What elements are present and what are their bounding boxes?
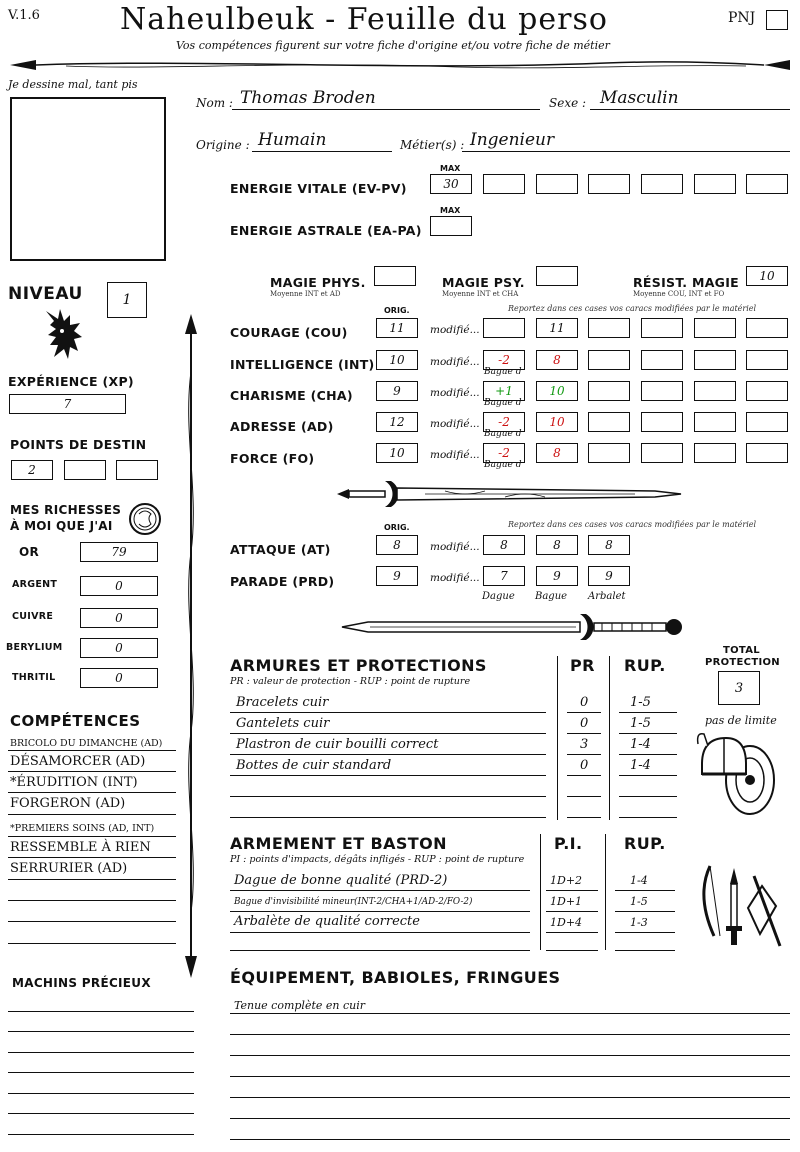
- stat-mod-note-cha: Bague d: [484, 398, 522, 408]
- stat-mod-cou[interactable]: [483, 318, 525, 338]
- magie-phys-label: MAGIE PHYS.: [270, 275, 366, 290]
- destin-value-2[interactable]: [64, 460, 106, 480]
- machins-line: [8, 1113, 194, 1114]
- competence-line: [8, 921, 176, 922]
- competence-item[interactable]: DÉSAMORCER (AD): [10, 754, 146, 769]
- armure-line: [230, 754, 546, 755]
- arme-pi[interactable]: 1D+4: [550, 916, 583, 929]
- armure-line: [619, 712, 677, 713]
- stat-extra-cou[interactable]: [641, 318, 683, 338]
- equipement-line: [230, 1055, 790, 1056]
- armure-line: [567, 775, 601, 776]
- portrait-box[interactable]: [10, 97, 166, 261]
- parade-value-1[interactable]: 7: [483, 566, 525, 586]
- armure-line: [619, 796, 677, 797]
- total-protection-label-1: TOTAL: [723, 645, 760, 656]
- stat-extra-int[interactable]: [746, 350, 788, 370]
- armure-name[interactable]: Gantelets cuir: [236, 716, 330, 731]
- competence-item[interactable]: SERRURIER (AD): [10, 861, 128, 876]
- ev-max-label: MAX: [440, 164, 461, 173]
- stat-extra-cou[interactable]: [694, 318, 736, 338]
- arme-pi[interactable]: 1D+2: [550, 874, 583, 887]
- coin-icon: [128, 502, 162, 536]
- stat-label-fo: FORCE (FO): [230, 451, 315, 466]
- page-title: Naheulbeuk - Feuille du perso: [120, 2, 608, 37]
- attaque-value-1[interactable]: 8: [483, 535, 525, 555]
- destin-label: POINTS DE DESTIN: [10, 437, 147, 452]
- stat-value-int[interactable]: 8: [536, 350, 578, 370]
- equipement-title: ÉQUIPEMENT, BABIOLES, FRINGUES: [230, 968, 561, 987]
- armement-subtitle: PI : points d'impacts, dégâts infligés - RUP : point de rupture: [230, 854, 525, 865]
- armement-col-pi: P.I.: [554, 834, 583, 853]
- stat-orig-int[interactable]: 10: [376, 350, 418, 370]
- machins-line: [8, 1031, 194, 1032]
- magie-psy-note: Moyenne INT et CHA: [442, 290, 519, 298]
- stat-extra-fo[interactable]: [694, 443, 736, 463]
- parade-value-3[interactable]: 9: [588, 566, 630, 586]
- stat-extra-ad[interactable]: [641, 412, 683, 432]
- sword-icon: [335, 477, 685, 511]
- or-label: OR: [19, 545, 40, 559]
- arme-line: [615, 911, 675, 912]
- combat-col-label: Dague: [482, 591, 515, 602]
- berylium-label: BERYLIUM: [6, 642, 63, 653]
- resist-magie-note: Moyenne COU, INT et FO: [633, 290, 725, 298]
- competence-line: [8, 943, 176, 944]
- armure-line: [619, 733, 677, 734]
- armure-line: [230, 796, 546, 797]
- armure-rup[interactable]: 1-4: [630, 737, 651, 752]
- stat-orig-fo[interactable]: 10: [376, 443, 418, 463]
- nom-label: Nom :: [196, 96, 233, 110]
- armement-title: ARMEMENT ET BASTON: [230, 834, 447, 853]
- equipement-line: [230, 1139, 790, 1140]
- magie-phys-note: Moyenne INT et AD: [270, 290, 341, 298]
- arme-line: [230, 950, 530, 951]
- equipement-item[interactable]: Tenue complète en cuir: [234, 999, 365, 1012]
- combat-orig-label: ORIG.: [384, 523, 410, 532]
- stats-orig-label: ORIG.: [384, 306, 410, 315]
- stat-mod-ad[interactable]: -2: [483, 412, 525, 432]
- stat-mod-note-int: Bague d: [484, 367, 522, 377]
- stat-extra-ad[interactable]: [694, 412, 736, 432]
- armement-col-rup: RUP.: [624, 834, 666, 853]
- armure-line: [567, 817, 601, 818]
- competence-item[interactable]: *ÉRUDITION (INT): [10, 775, 138, 790]
- attaque-label: ATTAQUE (AT): [230, 542, 331, 557]
- vertical-spear: [180, 312, 202, 980]
- magie-psy-value[interactable]: [536, 266, 578, 286]
- destin-value-1[interactable]: 2: [11, 460, 53, 480]
- arme-line: [615, 890, 675, 891]
- ea-max-label: MAX: [440, 206, 461, 215]
- origine-value[interactable]: Humain: [258, 130, 327, 150]
- armure-line: [619, 754, 677, 755]
- niveau-value[interactable]: 1: [107, 282, 147, 318]
- stat-value-cha[interactable]: 10: [536, 381, 578, 401]
- parade-orig[interactable]: 9: [376, 566, 418, 586]
- combat-col-label: Arbalet: [588, 591, 626, 602]
- armure-name[interactable]: Bottes de cuir standard: [236, 758, 392, 773]
- combat-col-label: Bague: [535, 591, 568, 602]
- metier-label: Métier(s) :: [400, 138, 465, 152]
- sexe-label: Sexe :: [549, 96, 587, 110]
- stat-mod-note-ad: Bague d: [484, 429, 522, 439]
- arme-line: [230, 890, 530, 891]
- armure-line: [619, 775, 677, 776]
- ev-current-4[interactable]: [641, 174, 683, 194]
- stat-mod-note-fo: Bague d: [484, 460, 522, 470]
- armures-separator: [557, 656, 558, 820]
- competence-line: [8, 750, 176, 751]
- stat-mod-cha[interactable]: +1: [483, 381, 525, 401]
- armure-line: [567, 733, 601, 734]
- resist-magie-value[interactable]: 10: [746, 266, 788, 286]
- attaque-orig[interactable]: 8: [376, 535, 418, 555]
- arme-line: [546, 950, 598, 951]
- stat-mod-int[interactable]: -2: [483, 350, 525, 370]
- thritil-label: THRITIL: [12, 672, 56, 683]
- equipement-line: [230, 1013, 790, 1014]
- nom-value[interactable]: Thomas Broden: [240, 88, 376, 108]
- stat-extra-ad[interactable]: [746, 412, 788, 432]
- stats-note: Reportez dans ces cases vos caracs modifiées par le matériel: [508, 304, 757, 313]
- equipement-line: [230, 1118, 790, 1119]
- armure-line: [567, 712, 601, 713]
- arme-line: [615, 932, 675, 933]
- stat-extra-fo[interactable]: [588, 443, 630, 463]
- armure-line: [230, 775, 546, 776]
- armure-pr[interactable]: 0: [580, 716, 589, 731]
- attaque-modifie: modifié...: [430, 541, 480, 553]
- competence-item[interactable]: *PREMIERS SOINS (AD, INT): [10, 823, 155, 834]
- machins-line: [8, 1052, 194, 1053]
- armure-rup[interactable]: 1-4: [630, 758, 651, 773]
- arme-name[interactable]: Arbalète de qualité correcte: [234, 914, 420, 929]
- richesses-label-2: À MOI QUE J'AI: [10, 519, 113, 533]
- cuivre-value[interactable]: 0: [80, 608, 158, 628]
- stat-modifie-cha: modifié...: [430, 387, 480, 399]
- argent-value[interactable]: 0: [80, 576, 158, 596]
- arme-rup[interactable]: 1-3: [630, 916, 648, 929]
- total-protection-label-2: PROTECTION: [705, 657, 780, 668]
- stat-extra-cha[interactable]: [641, 381, 683, 401]
- ev-current-5[interactable]: [694, 174, 736, 194]
- competence-line: [8, 879, 176, 880]
- parade-label: PARADE (PRD): [230, 574, 335, 589]
- equipement-line: [230, 1034, 790, 1035]
- ev-current-1[interactable]: [483, 174, 525, 194]
- armure-pr[interactable]: 0: [580, 758, 589, 773]
- ev-label: ENERGIE VITALE (EV-PV): [230, 181, 407, 196]
- stat-extra-cha[interactable]: [694, 381, 736, 401]
- stat-value-fo[interactable]: 8: [536, 443, 578, 463]
- arme-name[interactable]: Bague d'invisibilité mineur(INT-2/CHA+1/AD-2/FO-2): [234, 897, 473, 907]
- machins-line: [8, 1011, 194, 1012]
- arme-rup[interactable]: 1-5: [630, 895, 648, 908]
- armure-name[interactable]: Bracelets cuir: [236, 695, 329, 710]
- parade-modifie: modifié...: [430, 572, 480, 584]
- stat-orig-cou[interactable]: 11: [376, 318, 418, 338]
- resist-magie-label: RÉSIST. MAGIE: [633, 275, 740, 290]
- armure-rup[interactable]: 1-5: [630, 695, 651, 710]
- ev-current-3[interactable]: [588, 174, 630, 194]
- sword-icon: [340, 610, 685, 644]
- armure-line: [230, 733, 546, 734]
- stat-extra-fo[interactable]: [641, 443, 683, 463]
- armement-separator: [605, 834, 606, 950]
- arme-rup[interactable]: 1-4: [630, 874, 648, 887]
- competence-line: [8, 771, 176, 772]
- stat-extra-fo[interactable]: [746, 443, 788, 463]
- version-label: V.1.6: [8, 8, 40, 23]
- stat-modifie-cou: modifié...: [430, 324, 480, 336]
- attaque-value-3[interactable]: 8: [588, 535, 630, 555]
- armure-line: [567, 796, 601, 797]
- arme-line: [230, 911, 530, 912]
- destin-value-3[interactable]: [116, 460, 158, 480]
- equipement-line: [230, 1076, 790, 1077]
- niveau-label: NIVEAU: [8, 284, 83, 304]
- richesses-label-1: MES RICHESSES: [10, 503, 122, 517]
- arme-line: [546, 911, 598, 912]
- stat-orig-cha[interactable]: 9: [376, 381, 418, 401]
- arme-line: [546, 932, 598, 933]
- stat-label-ad: ADRESSE (AD): [230, 419, 334, 434]
- stat-modifie-fo: modifié...: [430, 449, 480, 461]
- stat-label-int: INTELLIGENCE (INT): [230, 357, 375, 372]
- armures-title: ARMURES ET PROTECTIONS: [230, 656, 487, 675]
- armure-line: [230, 712, 546, 713]
- ev-current-6[interactable]: [746, 174, 788, 194]
- stat-extra-cha[interactable]: [588, 381, 630, 401]
- combat-note: Reportez dans ces cases vos caracs modifiées par le matériel: [508, 520, 757, 529]
- armure-line: [567, 754, 601, 755]
- ea-label: ENERGIE ASTRALE (EA-PA): [230, 223, 422, 238]
- portrait-caption: Je dessine mal, tant pis: [8, 78, 138, 91]
- argent-label: ARGENT: [12, 579, 58, 590]
- arme-line: [546, 890, 598, 891]
- competences-title: COMPÉTENCES: [10, 712, 141, 730]
- spear-divider: [6, 52, 794, 78]
- pnj-label: PNJ: [728, 10, 756, 26]
- stat-modifie-ad: modifié...: [430, 418, 480, 430]
- competence-line: [8, 836, 176, 837]
- stat-value-ad[interactable]: 10: [536, 412, 578, 432]
- stat-extra-ad[interactable]: [588, 412, 630, 432]
- machins-line: [8, 1072, 194, 1073]
- stat-extra-cha[interactable]: [746, 381, 788, 401]
- parade-value-2[interactable]: 9: [536, 566, 578, 586]
- stat-extra-int[interactable]: [694, 350, 736, 370]
- stat-modifie-int: modifié...: [430, 356, 480, 368]
- competence-line: [8, 814, 176, 815]
- machins-line: [8, 1134, 194, 1135]
- machins-title: MACHINS PRÉCIEUX: [12, 976, 151, 990]
- cuivre-label: CUIVRE: [12, 611, 54, 622]
- berylium-value[interactable]: 0: [80, 638, 158, 658]
- stat-extra-int[interactable]: [588, 350, 630, 370]
- competence-line: [8, 857, 176, 858]
- armure-line: [230, 817, 546, 818]
- attaque-value-2[interactable]: 8: [536, 535, 578, 555]
- arme-line: [230, 932, 530, 933]
- xp-label: EXPÉRIENCE (XP): [8, 374, 134, 389]
- ev-max-value[interactable]: 30: [430, 174, 472, 194]
- thritil-value[interactable]: 0: [80, 668, 158, 688]
- armures-separator: [609, 656, 610, 820]
- armure-rup[interactable]: 1-5: [630, 716, 651, 731]
- dragon-icon: [36, 305, 84, 365]
- page-subtitle: Vos compétences figurent sur votre fiche d'origine et/ou votre fiche de métier: [176, 39, 610, 52]
- stat-orig-ad[interactable]: 12: [376, 412, 418, 432]
- stat-extra-int[interactable]: [641, 350, 683, 370]
- machins-line: [8, 1093, 194, 1094]
- arme-pi[interactable]: 1D+1: [550, 895, 583, 908]
- weapons-icon: [690, 856, 790, 950]
- pnj-checkbox[interactable]: [766, 10, 788, 30]
- armement-separator: [540, 834, 541, 950]
- equipement-line: [230, 1097, 790, 1098]
- competence-item[interactable]: RESSEMBLE À RIEN: [10, 840, 151, 855]
- stat-mod-fo[interactable]: -2: [483, 443, 525, 463]
- armure-line: [619, 817, 677, 818]
- xp-value[interactable]: 7: [9, 394, 126, 414]
- sexe-value[interactable]: Masculin: [600, 88, 679, 108]
- stat-label-cha: CHARISME (CHA): [230, 388, 353, 403]
- protection-limit-note: pas de limite: [705, 714, 777, 727]
- armures-subtitle: PR : valeur de protection - RUP : point de rupture: [230, 676, 471, 687]
- competence-line: [8, 792, 176, 793]
- stat-extra-cou[interactable]: [588, 318, 630, 338]
- ea-max-value[interactable]: [430, 216, 472, 236]
- magie-phys-value[interactable]: [374, 266, 416, 286]
- magie-psy-label: MAGIE PSY.: [442, 275, 525, 290]
- armures-col-pr: PR: [570, 656, 595, 675]
- metier-value[interactable]: Ingenieur: [470, 130, 555, 150]
- armure-pr[interactable]: 0: [580, 695, 589, 710]
- competence-item[interactable]: FORGERON (AD): [10, 796, 126, 811]
- armure-pr[interactable]: 3: [580, 737, 589, 752]
- helmet-shield-icon: [694, 730, 778, 816]
- competence-line: [8, 900, 176, 901]
- origine-label: Origine :: [196, 138, 250, 152]
- competence-item[interactable]: BRICOLO DU DIMANCHE (AD): [10, 738, 163, 749]
- stat-extra-cou[interactable]: [746, 318, 788, 338]
- arme-name[interactable]: Dague de bonne qualité (PRD-2): [234, 873, 448, 888]
- stat-value-cou[interactable]: 11: [536, 318, 578, 338]
- armure-name[interactable]: Plastron de cuir bouilli correct: [236, 737, 439, 752]
- armures-col-rup: RUP.: [624, 656, 666, 675]
- or-value[interactable]: 79: [80, 542, 158, 562]
- arme-line: [615, 950, 675, 951]
- stat-label-cou: COURAGE (COU): [230, 325, 348, 340]
- ev-current-2[interactable]: [536, 174, 578, 194]
- total-protection-value[interactable]: 3: [718, 671, 760, 705]
